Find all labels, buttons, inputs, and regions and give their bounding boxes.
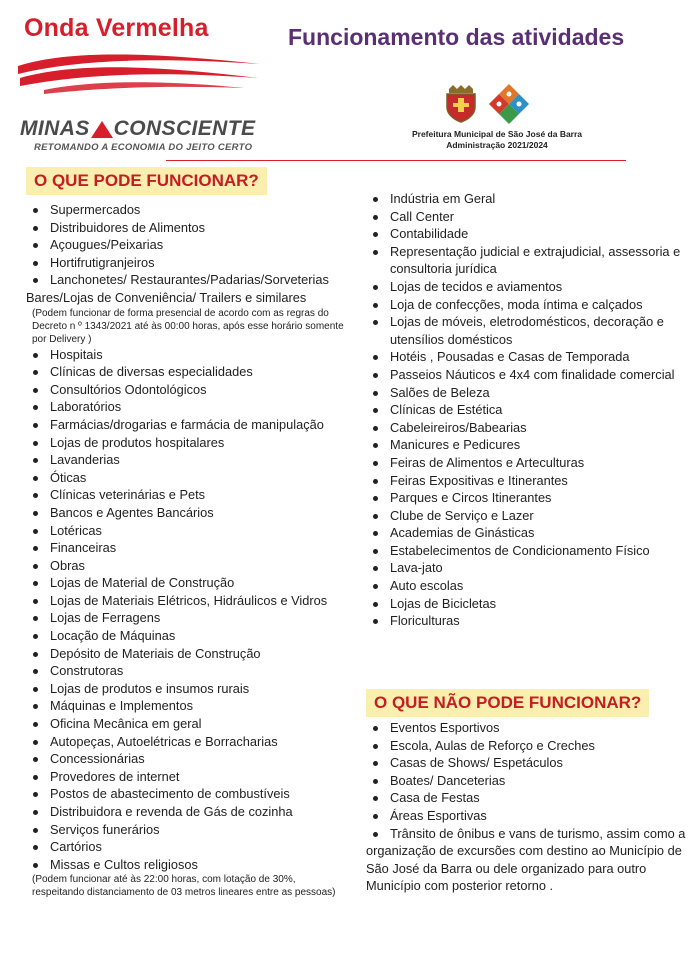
list-item-text: Representação judicial e extrajudicial, assessoria e consultoria jurídica [390, 243, 681, 277]
list-item-text: Máquinas e Implementos [50, 698, 193, 714]
list-item-text: Locação de Máquinas [50, 628, 176, 644]
bullet-icon [373, 726, 378, 731]
can-operate-list-right [366, 190, 688, 630]
bullet-icon [33, 775, 38, 780]
list-item [26, 750, 348, 768]
list-item [366, 419, 688, 437]
list-item-text: Lojas de produtos e insumos rurais [50, 680, 250, 696]
list-item [26, 803, 348, 821]
brand-title: Onda Vermelha [24, 14, 209, 42]
list-item [366, 243, 688, 278]
bullet-icon [33, 722, 38, 727]
list-item [366, 737, 688, 755]
transito-text: Trânsito de ônibus e vans de turismo, assim como a organização de excursões com destino ao Município de São José da Barra ou dele organizado para outro Município com posterior retorno . [366, 825, 686, 894]
bullet-icon [33, 616, 38, 621]
list-item [26, 645, 348, 663]
list-item [26, 504, 348, 522]
list-item [366, 348, 688, 366]
bullet-icon [373, 320, 378, 325]
list-item-text: Lojas de Bicicletas [390, 595, 496, 611]
bullet-icon [33, 208, 38, 213]
list-item [26, 574, 348, 592]
list-item [366, 524, 688, 542]
bullet-icon [33, 845, 38, 850]
list-item [366, 542, 688, 560]
bullet-icon [373, 461, 378, 466]
bullet-icon [33, 669, 38, 674]
list-item [26, 856, 348, 874]
bullet-icon [373, 514, 378, 519]
administration-diamond-icon [487, 82, 531, 126]
list-item [26, 201, 348, 219]
minas-tagline: RETOMANDO A ECONOMIA DO JEITO CERTO [34, 142, 253, 153]
list-item-text: Floriculturas [390, 613, 460, 629]
list-item [26, 381, 348, 399]
triangle-icon [91, 121, 113, 138]
bullet-icon [373, 215, 378, 220]
bullet-icon [373, 549, 378, 554]
list-item-text: Salões de Beleza [390, 384, 490, 400]
municipal-crest-icon [441, 83, 481, 123]
list-item-text: Clínicas de diversas especialidades [50, 364, 253, 380]
list-item-text: Eventos Esportivos [390, 720, 500, 735]
list-item [366, 489, 688, 507]
list-item-text: Clube de Serviço e Lazer [390, 507, 534, 523]
list-item-text: Hospitais [50, 346, 103, 362]
list-item [366, 754, 688, 772]
bullet-icon [33, 634, 38, 639]
bullet-icon [33, 476, 38, 481]
bullet-icon [33, 599, 38, 604]
list-item-text: Financeiras [50, 540, 117, 556]
list-item [26, 609, 348, 627]
lanchonetes-note: (Podem funcionar de forma presencial de acordo com as regras do Decreto n º 1343/2021 até às 00:00 horas, após esse horário somente por Delivery ) [32, 307, 344, 345]
list-item-text: Cartórios [50, 839, 102, 855]
list-item [26, 486, 348, 504]
transito-item [366, 825, 688, 895]
bullet-icon [373, 832, 378, 837]
list-item-text: Lojas de Ferragens [50, 610, 161, 626]
can-operate-heading: O QUE PODE FUNCIONAR? [26, 167, 267, 195]
bullet-icon [33, 529, 38, 534]
list-item [26, 785, 348, 803]
list-item [26, 838, 348, 856]
can-operate-list-a [26, 201, 348, 271]
list-item-text: Hotéis , Pousadas e Casas de Temporada [390, 349, 630, 365]
list-item-text: Indústria em Geral [390, 191, 496, 206]
list-item-text: Laboratórios [50, 399, 122, 415]
list-item-text: Distribuidora e revenda de Gás de cozinha [50, 804, 293, 819]
list-item [26, 522, 348, 540]
lanchonetes-text: Lanchonetes/ Restaurantes/Padarias/Sorveterias Bares/Lojas de Conveniência/ Trailers e similares [26, 272, 329, 305]
list-item-text: Lotéricas [50, 522, 102, 538]
list-item [366, 190, 688, 208]
list-item-text: Academias de Ginásticas [390, 525, 535, 541]
bullet-icon [373, 566, 378, 571]
bullet-icon [373, 796, 378, 801]
bullet-icon [373, 814, 378, 819]
bullet-icon [33, 704, 38, 709]
list-item-text: Hortifrutigranjeiros [50, 254, 155, 270]
list-item [26, 557, 348, 575]
list-item-text: Auto escolas [390, 578, 464, 594]
bullet-icon [373, 479, 378, 484]
list-item [366, 401, 688, 419]
list-item-text: Feiras Expositivas e Itinerantes [390, 472, 568, 488]
list-item-text: Lojas de móveis, eletrodomésticos, decoração e utensílios domésticos [390, 314, 664, 347]
list-item-text: Óticas [50, 469, 87, 485]
list-item-text: Construtoras [50, 663, 124, 679]
bullet-icon [33, 792, 38, 797]
bullet-icon [33, 652, 38, 657]
list-item [366, 208, 688, 226]
can-operate-right-column [366, 190, 688, 630]
bullet-icon [373, 426, 378, 431]
bullet-icon [33, 226, 38, 231]
list-item-text: Loja de confecções, moda íntima e calçados [390, 296, 643, 312]
bullet-icon [33, 388, 38, 393]
list-item-text: Feiras de Alimentos e Arteculturas [390, 454, 585, 470]
bullet-icon [373, 496, 378, 501]
list-item-text: Escola, Aulas de Reforço e Creches [390, 737, 595, 753]
list-item-text: Call Center [390, 208, 455, 224]
bullet-icon [373, 391, 378, 396]
list-item [366, 595, 688, 613]
bullet-icon [33, 863, 38, 868]
list-item-text: Estabelecimentos de Condicionamento Físico [390, 542, 650, 558]
list-item [366, 507, 688, 525]
list-item-text: Lavanderias [50, 452, 120, 468]
red-wave-logo [14, 44, 262, 96]
bullet-icon [373, 373, 378, 378]
bullet-icon [33, 810, 38, 815]
bullet-icon [33, 353, 38, 358]
cannot-operate-list [366, 719, 688, 825]
bullet-icon [373, 619, 378, 624]
missas-note: (Podem funcionar até às 22:00 horas, com lotação de 30%, respeitando distanciamento de 03 metros lineares entre as pessoas) [32, 874, 336, 899]
minas-logo-right: CONSCIENTE [113, 117, 256, 140]
list-item-text: Farmácias/drogarias e farmácia de manipulação [50, 416, 324, 432]
list-item [26, 254, 348, 272]
list-item-text: Provedores de internet [50, 768, 180, 784]
list-item [366, 789, 688, 807]
list-item-text: Áreas Esportivas [390, 807, 487, 823]
minas-logo-left: MINAS [20, 117, 90, 140]
list-item-text: Contabilidade [390, 226, 469, 242]
header-divider [166, 160, 626, 161]
list-item [366, 278, 688, 296]
list-item [26, 363, 348, 381]
bullet-icon [373, 232, 378, 237]
bullet-icon [33, 581, 38, 586]
bullet-icon [33, 564, 38, 569]
list-item [366, 225, 688, 243]
list-item [26, 434, 348, 452]
list-item [366, 313, 688, 348]
list-item-text: Casa de Festas [390, 790, 480, 806]
list-item [366, 772, 688, 790]
bullet-icon [373, 761, 378, 766]
bullet-icon [373, 443, 378, 448]
list-item [366, 436, 688, 454]
bullet-icon [33, 441, 38, 446]
list-item-text: Passeios Náuticos e 4x4 com finalidade comercial [390, 366, 675, 382]
bullet-icon [373, 197, 378, 202]
list-item [26, 592, 348, 610]
list-item [26, 627, 348, 645]
list-item-text: Depósito de Materiais de Construção [50, 645, 261, 661]
bullet-icon [33, 511, 38, 516]
bullet-icon [33, 423, 38, 428]
list-item [366, 559, 688, 577]
list-item [366, 454, 688, 472]
bullet-icon [33, 687, 38, 692]
list-item-text: Lojas de Material de Construção [50, 575, 235, 591]
bullet-icon [373, 744, 378, 749]
list-item [26, 715, 348, 733]
bullet-icon [33, 546, 38, 551]
list-item [26, 539, 348, 557]
main-title: Funcionamento das atividades [288, 24, 625, 50]
list-item-text: Consultórios Odontológicos [50, 381, 207, 397]
list-item [366, 807, 688, 825]
administration-period: Administração 2021/2024 [446, 140, 548, 150]
bullet-icon [373, 285, 378, 290]
bullet-icon [373, 779, 378, 784]
list-item-text: Distribuidores de Alimentos [50, 219, 206, 235]
list-item [26, 662, 348, 680]
list-item-text: Lojas de produtos hospitalares [50, 434, 225, 450]
list-item [26, 768, 348, 786]
list-item [26, 451, 348, 469]
list-item [26, 236, 348, 254]
bullet-icon [33, 828, 38, 833]
list-item [366, 296, 688, 314]
bullet-icon [33, 757, 38, 762]
list-item-text: Açougues/Peixarias [50, 237, 164, 253]
bullet-icon [373, 584, 378, 589]
list-item-text: Postos de abastecimento de combustíveis [50, 786, 290, 802]
prefeitura-name: Prefeitura Municipal de São José da Barra [411, 129, 583, 139]
list-item-text: Autopeças, Autoelétricas e Borracharias [50, 733, 278, 749]
list-item [366, 472, 688, 490]
cannot-operate-column [366, 719, 688, 895]
list-item [366, 577, 688, 595]
bullet-icon [33, 243, 38, 248]
list-item [26, 416, 348, 434]
list-item-text: Boates/ Danceterias [390, 772, 506, 788]
list-item-text: Supermercados [50, 202, 141, 217]
bullet-icon [373, 250, 378, 255]
bullet-icon [33, 458, 38, 463]
list-item [26, 219, 348, 237]
list-item-text: Parques e Circos Itinerantes [390, 490, 552, 506]
list-item [26, 398, 348, 416]
list-item-text: Lojas de tecidos e aviamentos [390, 278, 563, 294]
list-item-text: Serviços funerários [50, 821, 160, 837]
list-item-text: Casas de Shows/ Espetáculos [390, 755, 563, 771]
list-item [26, 346, 348, 364]
prefeitura-caption [378, 129, 616, 151]
list-item-text: Bancos e Agentes Bancários [50, 504, 214, 520]
list-item-text: Oficina Mecânica em geral [50, 716, 202, 732]
list-item [366, 366, 688, 384]
lanchonetes-item [26, 271, 348, 306]
list-item-text: Clínicas veterinárias e Pets [50, 487, 206, 503]
list-item [26, 821, 348, 839]
list-item [366, 384, 688, 402]
can-operate-left-column [26, 201, 348, 899]
list-item [366, 612, 688, 630]
list-item-text: Manicures e Pedicures [390, 437, 521, 453]
bullet-icon [373, 531, 378, 536]
bullet-icon [373, 303, 378, 308]
list-item [26, 680, 348, 698]
list-item-text: Obras [50, 557, 85, 573]
list-item [26, 733, 348, 751]
list-item-text: Lojas de Materiais Elétricos, Hidráulicos e Vidros [50, 592, 328, 608]
list-item-text: Cabeleireiros/Babearias [390, 419, 527, 435]
list-item-text: Lava-jato [390, 560, 443, 576]
bullet-icon [33, 405, 38, 410]
cannot-operate-heading: O QUE NÃO PODE FUNCIONAR? [366, 689, 649, 717]
list-item [366, 719, 688, 737]
bullet-icon [33, 370, 38, 375]
list-item-text: Missas e Cultos religiosos [50, 856, 198, 872]
bullet-icon [33, 740, 38, 745]
bullet-icon [33, 493, 38, 498]
can-operate-list-b [26, 346, 348, 874]
bullet-icon [373, 408, 378, 413]
minas-consciente-logo [20, 117, 255, 153]
bullet-icon [373, 602, 378, 607]
list-item-text: Clínicas de Estética [390, 402, 503, 418]
list-item-text: Concessionárias [50, 751, 145, 767]
bullet-icon [33, 261, 38, 266]
list-item [26, 469, 348, 487]
list-item [26, 697, 348, 715]
bullet-icon [373, 355, 378, 360]
